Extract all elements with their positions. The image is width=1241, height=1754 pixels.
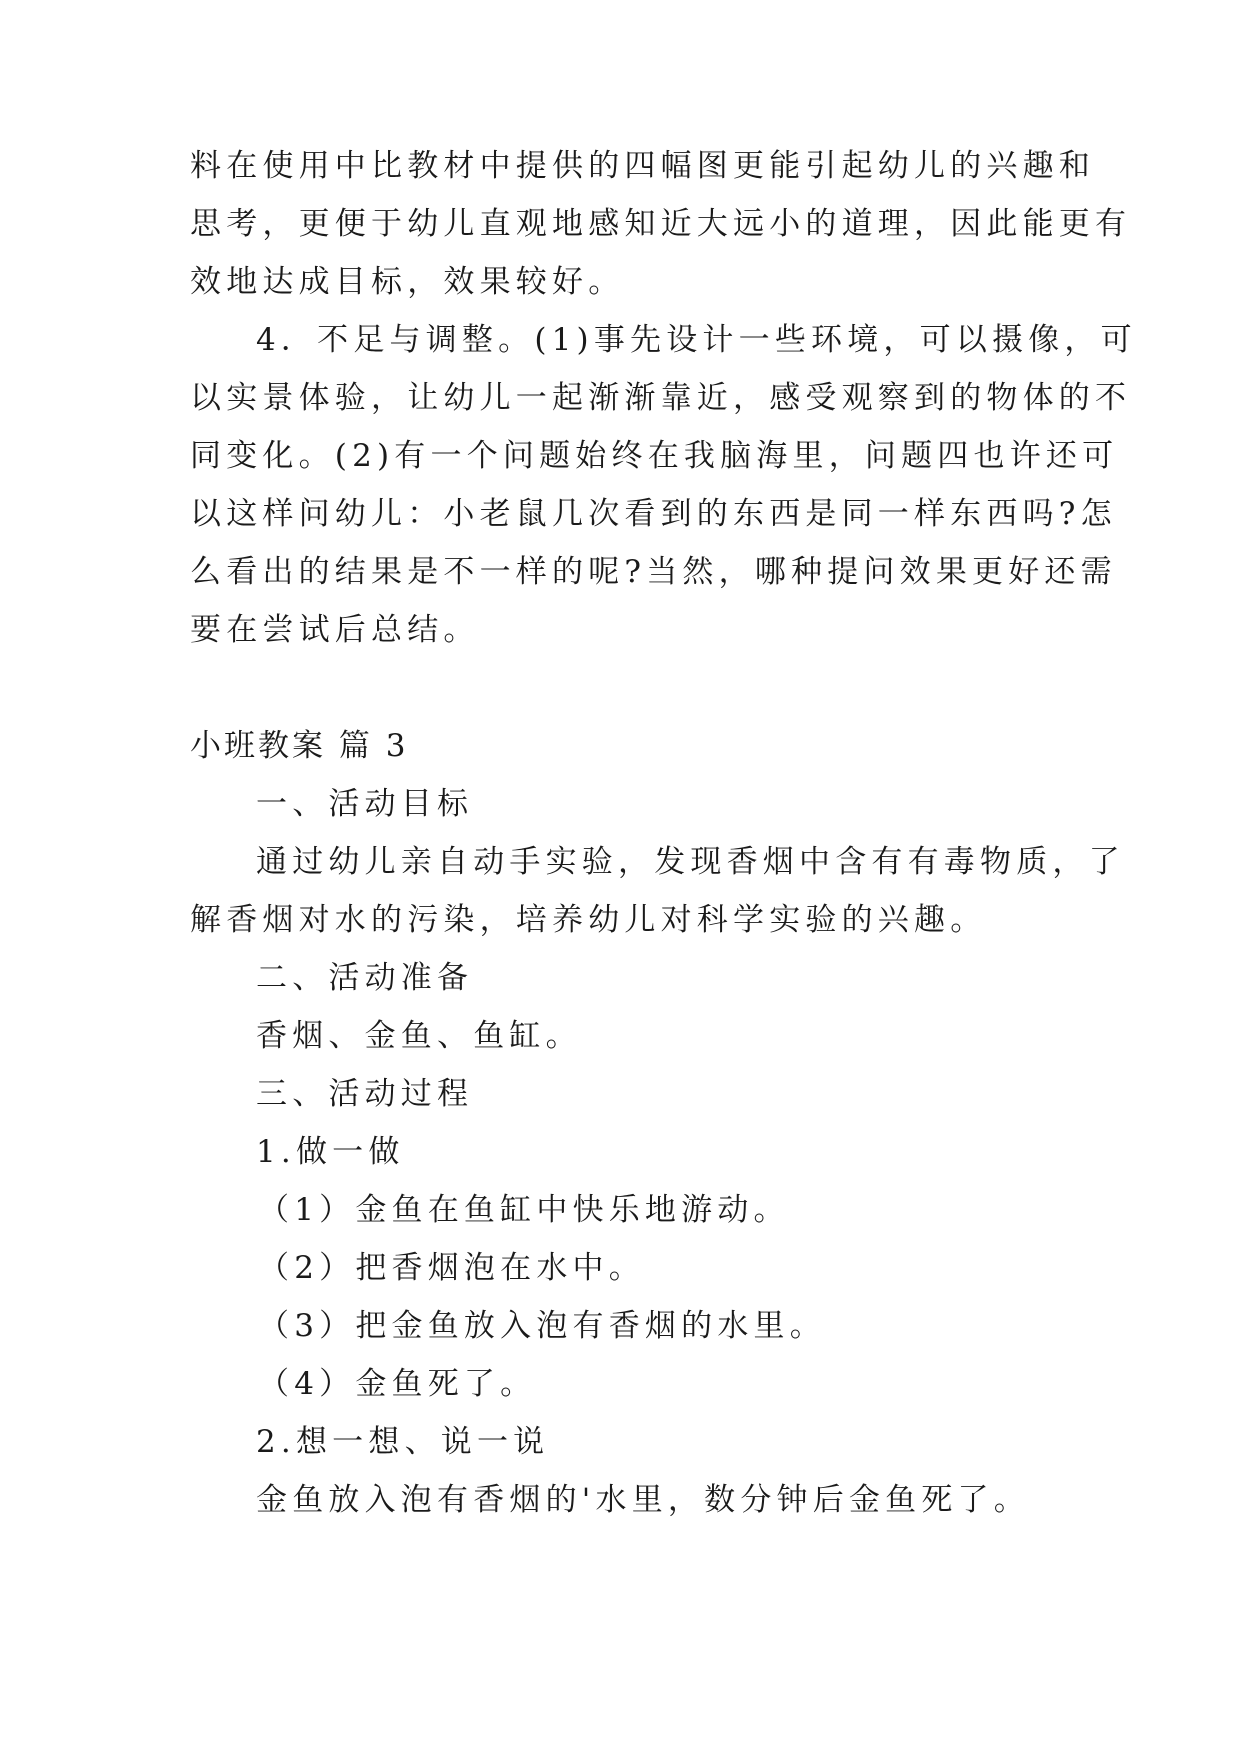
body-text-line: 解香烟对水的污染，培养幼儿对科学实验的兴趣。 <box>190 902 987 938</box>
list-item: （2）把香烟泡在水中。 <box>258 1250 645 1286</box>
body-text-line: 以这样问幼儿：小老鼠几次看到的东西是同一样东西吗?怎 <box>190 496 1117 532</box>
list-item: （3）把金鱼放入泡有香烟的水里。 <box>258 1308 826 1344</box>
body-text-line: 通过幼儿亲自动手实验，发现香烟中含有有毒物质，了 <box>256 844 1125 880</box>
body-text-line: 要在尝试后总结。 <box>190 612 480 648</box>
section-title: 小班教案 篇 3 <box>190 728 409 764</box>
step-title: 2.想一想、说一说 <box>256 1424 550 1460</box>
body-text-line: 料在使用中比教材中提供的四幅图更能引起幼儿的兴趣和 <box>190 148 1095 184</box>
body-text-line: 香烟、金鱼、鱼缸。 <box>256 1018 582 1054</box>
body-text-line: 么看出的结果是不一样的呢?当然，哪种提问效果更好还需 <box>190 554 1117 590</box>
body-text-line: 金鱼放入泡有香烟的'水里，数分钟后金鱼死了。 <box>256 1482 1030 1518</box>
body-text-line: 思考，更便于幼儿直观地感知近大远小的道理，因此能更有 <box>190 206 1132 242</box>
body-text-line: 以实景体验，让幼儿一起渐渐靠近，感受观察到的物体的不 <box>190 380 1132 416</box>
heading-activity-process: 三、活动过程 <box>256 1076 474 1112</box>
list-item: （1）金鱼在鱼缸中快乐地游动。 <box>258 1192 790 1228</box>
body-text-line: 效地达成目标，效果较好。 <box>190 264 625 300</box>
heading-activity-prep: 二、活动准备 <box>256 960 474 996</box>
heading-activity-goal: 一、活动目标 <box>256 786 474 822</box>
body-text-line: 4．不足与调整。(1)事先设计一些环境，可以摄像，可 <box>256 322 1137 358</box>
step-title: 1.做一做 <box>256 1134 405 1170</box>
body-text-line: 同变化。(2)有一个问题始终在我脑海里，问题四也许还可 <box>190 438 1119 474</box>
list-item: （4）金鱼死了。 <box>258 1366 537 1402</box>
